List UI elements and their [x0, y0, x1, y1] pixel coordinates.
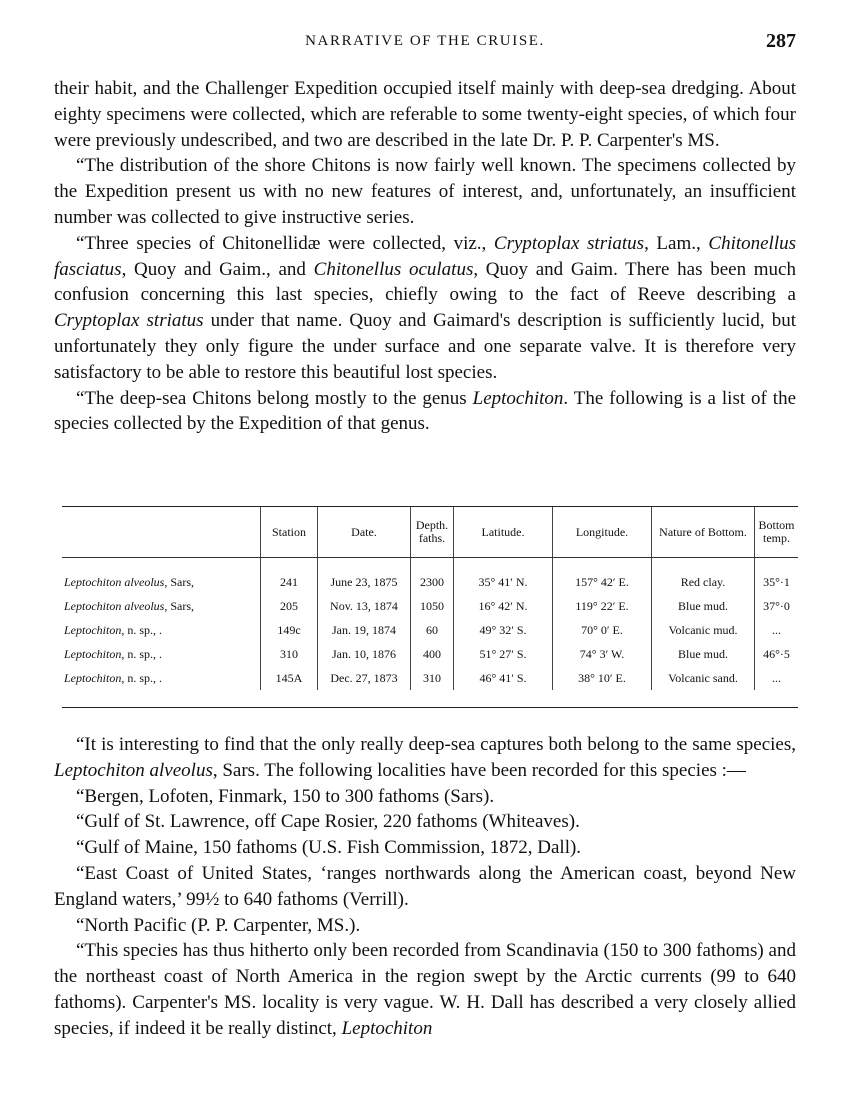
- latitude-column-header: Latitude.: [454, 507, 553, 558]
- p3-italic-3: Chitonellus oculatus: [313, 258, 474, 280]
- longitude-cell: 119° 22′ E.: [553, 594, 652, 618]
- species-suffix: , Sars,: [164, 598, 194, 613]
- paragraph-3: [54, 231, 796, 386]
- bottom-cell: Volcanic sand.: [652, 666, 755, 690]
- p3-italic-4: Cryptoplax striatus: [54, 310, 204, 332]
- latitude-cell: 35° 41′ N.: [454, 558, 553, 595]
- latitude-cell: 16° 42′ N.: [454, 594, 553, 618]
- p3-text-a: “Three species of Chitonellidæ were collected, viz.,: [76, 232, 487, 254]
- species-name: Leptochiton: [64, 622, 122, 637]
- depth-cell: 60: [411, 618, 454, 642]
- paragraph-1: their habit, and the Challenger Expedition occupied itself mainly with deep-sea dredging. About eighty specimens were collected, which are referable to some twenty-eight species, of which four were previously undescribed, and two are described in the late Dr. P. P. Carpenter's MS.: [54, 78, 796, 151]
- species-name: Leptochiton: [64, 670, 122, 685]
- paragraph-5: [54, 732, 796, 784]
- p4-text-b: . The following is a list of the species collected by the Expedition of that genus.: [54, 387, 796, 435]
- paragraph-2: “The distribution of the shore Chitons is now fairly well known. The specimens collected by the Expedition present us with no new features of interest, and, unfortunately, an insufficient number was collected to give instructive series.: [54, 155, 796, 228]
- species-suffix: , n. sp., .: [121, 646, 162, 661]
- table-row: [62, 594, 798, 618]
- species-cell: [62, 594, 261, 618]
- p5-text-a: “It is interesting to find that the only really deep-sea captures both belong to the same species,: [76, 734, 796, 755]
- p3-text-b: , Lam.,: [644, 232, 701, 254]
- longitude-cell: 74° 3′ W.: [553, 642, 652, 666]
- species-name: Leptochiton alveolus: [64, 574, 165, 589]
- depth-column-header: Depth. faths.: [411, 507, 454, 558]
- bottom-cell: Blue mud.: [652, 594, 755, 618]
- p3-text-d: , Quoy and Gaim. There has been much confusion concerning this last species, chiefly owing to the fact of Reeve describing a: [54, 258, 796, 306]
- locality-2: “Gulf of St. Lawrence, off Cape Rosier, 220 fathoms (Whiteaves).: [76, 811, 580, 833]
- p3-text-e: under that name. Quoy and Gaimard's description is sufficiently lucid, but unfortunately they only figure the under surface and one separate valve. It is therefore very satisfactory to be able to restore this beautiful lost species.: [54, 310, 796, 383]
- species-column-header: [62, 507, 261, 558]
- temp-cell: ...: [755, 618, 799, 642]
- station-cell: 145A: [261, 666, 318, 690]
- q4-text-a: “East Coast of United States, ‘ranges northwards along the American coast, beyond New England waters,’ 99: [54, 862, 796, 910]
- species-cell: [62, 666, 261, 690]
- p4-text-a: “The deep-sea Chitons belong mostly to the genus: [76, 387, 467, 409]
- temp-column-header: Bottom temp.: [755, 507, 799, 558]
- p5-italic-1: Leptochiton alveolus: [54, 759, 213, 781]
- q4-fraction: ½: [205, 888, 220, 910]
- bottom-cell: Volcanic mud.: [652, 618, 755, 642]
- longitude-cell: 157° 42′ E.: [553, 558, 652, 595]
- species-suffix: , n. sp., .: [121, 622, 162, 637]
- date-column-header: Date.: [318, 507, 411, 558]
- locality-1: “Bergen, Lofoten, Finmark, 150 to 300 fathoms (Sars).: [76, 785, 495, 807]
- depth-cell: 310: [411, 666, 454, 690]
- running-head: NARRATIVE OF THE CRUISE.: [305, 33, 545, 49]
- longitude-cell: 38° 10′ E.: [553, 666, 652, 690]
- page-number: 287: [766, 30, 796, 52]
- latitude-cell: 49° 32′ S.: [454, 618, 553, 642]
- depth-cell: 400: [411, 642, 454, 666]
- bottom-cell: Blue mud.: [652, 642, 755, 666]
- latitude-cell: 46° 41′ S.: [454, 666, 553, 690]
- temp-cell: ...: [755, 666, 799, 690]
- table-row: [62, 666, 798, 690]
- body-text-bottom: [54, 732, 796, 1042]
- date-cell: Jan. 10, 1876: [318, 642, 411, 666]
- temp-cell: 46°·5: [755, 642, 799, 666]
- date-cell: Nov. 13, 1874: [318, 594, 411, 618]
- table-header-row: [62, 507, 798, 558]
- q4-text-b: to 640 fathoms (Verrill).: [219, 888, 409, 910]
- species-name: Leptochiton alveolus: [64, 598, 165, 613]
- p4-italic-1: Leptochiton: [472, 387, 564, 409]
- p3-italic-1: Cryptoplax striatus: [493, 232, 645, 254]
- p3-text-c: , Quoy and Gaim., and: [121, 258, 306, 280]
- bottom-column-header: Nature of Bottom.: [652, 507, 755, 558]
- date-cell: Dec. 27, 1873: [318, 666, 411, 690]
- bottom-cell: Red clay.: [652, 558, 755, 595]
- table-row: [62, 642, 798, 666]
- station-cell: 149c: [261, 618, 318, 642]
- species-name: Leptochiton: [64, 646, 122, 661]
- page-header: [54, 30, 796, 56]
- table-row: [62, 618, 798, 642]
- depth-cell: 2300: [411, 558, 454, 595]
- p5-text-b: , Sars. The following localities have been recorded for this species :—: [212, 759, 746, 781]
- species-cell: [62, 642, 261, 666]
- station-cell: 205: [261, 594, 318, 618]
- station-column-header: Station: [261, 507, 318, 558]
- longitude-column-header: Longitude.: [553, 507, 652, 558]
- p3-italic-2: Chitonellus fasciatus: [54, 232, 797, 280]
- station-cell: 310: [261, 642, 318, 666]
- paragraph-6: [54, 938, 796, 1041]
- depth-cell: 1050: [411, 594, 454, 618]
- latitude-cell: 51° 27′ S.: [454, 642, 553, 666]
- species-cell: [62, 618, 261, 642]
- species-cell: [62, 558, 261, 595]
- locality-4: [54, 861, 796, 913]
- date-cell: June 23, 1875: [318, 558, 411, 595]
- locality-3: “Gulf of Maine, 150 fathoms (U.S. Fish Commission, 1872, Dall).: [76, 837, 582, 859]
- p6-text-a: “This species has thus hitherto only been recorded from Scandinavia (150 to 300 fathoms) and the northeast coast of North America in the region swept by the Arctic currents (99 to 640 fathoms). Carpenter's MS. locality is very vague. W. H. Dall has described a very closely allied species, if indeed it be really distinct,: [54, 940, 796, 1039]
- station-cell: 241: [261, 558, 318, 595]
- locality-5: “North Pacific (P. P. Carpenter, MS.).: [76, 914, 361, 936]
- species-suffix: , Sars,: [164, 574, 194, 589]
- temp-cell: 37°·0: [755, 594, 799, 618]
- specimen-table: [62, 506, 798, 708]
- p6-italic-1: Leptochiton: [341, 1017, 433, 1039]
- temp-cell: 35°·1: [755, 558, 799, 595]
- body-text-top: [54, 76, 796, 437]
- date-cell: Jan. 19, 1874: [318, 618, 411, 642]
- paragraph-4: [54, 386, 796, 438]
- species-suffix: , n. sp., .: [121, 670, 162, 685]
- longitude-cell: 70° 0′ E.: [553, 618, 652, 642]
- table-row: [62, 558, 798, 595]
